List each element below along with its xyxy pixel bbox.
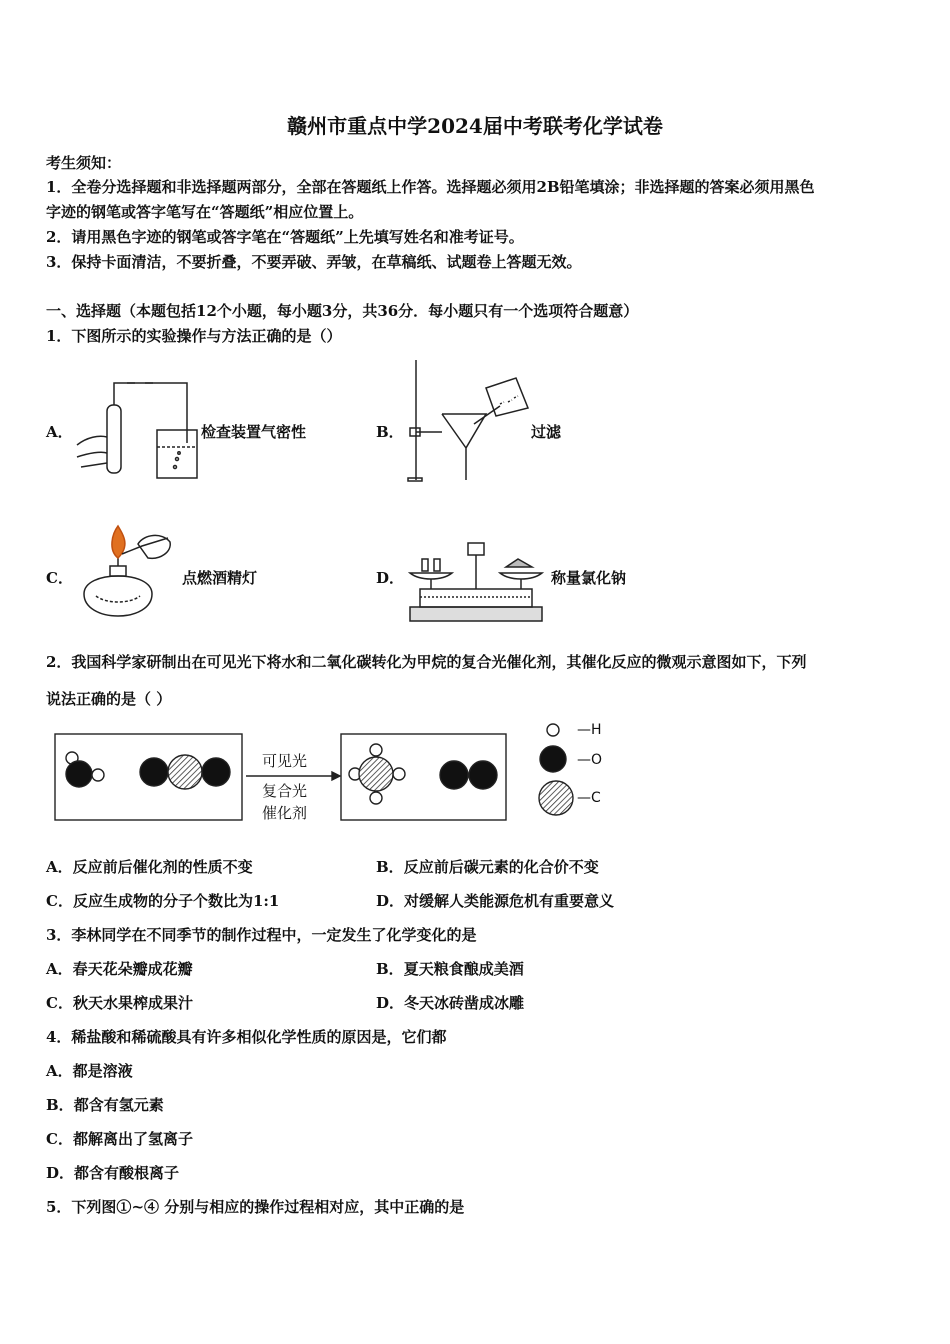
oxygen-atom <box>469 761 497 789</box>
q1-option-letter: D． <box>376 569 405 587</box>
q1-option-text: 检查装置气密性 <box>201 423 307 441</box>
q2-stem: 说法正确的是（ ） <box>46 690 172 708</box>
carbon-atom <box>359 757 393 791</box>
section-heading: 一、选择题（本题包括12个小题，每小题3分，共36分．每小题只有一个选项符合题意） <box>46 302 639 320</box>
q1-option-letter: C． <box>46 569 73 587</box>
q4-option: C．都解离出了氢离子 <box>46 1130 193 1148</box>
hydrogen-atom <box>370 744 382 756</box>
notice-item: 2．请用黑色字迹的钢笔或答字笔在“答题纸”上先填写姓名和准考证号。 <box>46 228 524 246</box>
reaction-diagram <box>54 720 614 824</box>
q4-option: A．都是溶液 <box>46 1062 133 1080</box>
legend-oxygen-atom <box>540 746 566 772</box>
q2-option: B．反应前后碳元素的化合价不变 <box>376 858 599 876</box>
q1-option-letter: B． <box>376 423 404 441</box>
arrow-label-top: 可见光 <box>262 752 308 770</box>
hydrogen-atom <box>370 792 382 804</box>
q4-stem: 4．稀盐酸和稀硫酸具有许多相似化学性质的原因是，它们都 <box>46 1028 447 1046</box>
oxygen-atom <box>66 761 92 787</box>
oxygen-atom <box>140 758 168 786</box>
carbon-atom <box>168 755 202 789</box>
notice-item: 1．全卷分选择题和非选择题两部分，全部在答题纸上作答。选择题必须用2B铅笔填涂；非选择题的答案必须用黑色 <box>46 178 815 196</box>
q3-option: A．春天花朵瓣成花瓣 <box>46 960 193 978</box>
q3-option: D．冬天冰砖凿成冰雕 <box>376 994 525 1012</box>
oxygen-atom <box>202 758 230 786</box>
legend-hydrogen-atom <box>547 724 559 736</box>
balance-figure <box>406 537 546 625</box>
legend-label-o: —O <box>577 752 603 768</box>
airtightness-apparatus-figure <box>75 375 200 485</box>
oxygen-atom <box>440 761 468 789</box>
arrow-label-bottom: 复合光 <box>262 782 308 800</box>
q3-stem: 3．李林同学在不同季节的制作过程中，一定发生了化学变化的是 <box>46 926 477 944</box>
legend-carbon-atom <box>539 781 573 815</box>
legend-label-c: —C <box>577 790 601 806</box>
q1-option-text: 点燃酒精灯 <box>182 569 258 587</box>
q2-option: A．反应前后催化剂的性质不变 <box>46 858 253 876</box>
q5-stem: 5．下列图①~④ 分别与相应的操作过程相对应，其中正确的是 <box>46 1198 465 1216</box>
q2-option: D．对缓解人类能源危机有重要意义 <box>376 892 615 910</box>
arrow-label-bottom: 催化剂 <box>262 804 308 822</box>
legend-label-h: —H <box>577 722 602 738</box>
q2-option: C．反应生成物的分子个数比为1:1 <box>46 892 280 910</box>
filtration-figure <box>396 358 530 482</box>
q3-option: C．秋天水果榨成果汁 <box>46 994 193 1012</box>
alcohol-lamp-figure <box>78 524 178 624</box>
q1-stem: 1．下图所示的实验操作与方法正确的是（） <box>46 327 342 345</box>
notice-item: 字迹的钢笔或答字笔写在“答题纸”相应位置上。 <box>46 203 364 221</box>
hydrogen-atom <box>393 768 405 780</box>
q3-option: B．夏天粮食酿成美酒 <box>376 960 524 978</box>
page-title: 赣州市重点中学2024届中考联考化学试卷 <box>287 114 663 138</box>
hydrogen-atom <box>92 769 104 781</box>
q1-option-letter: A． <box>46 423 73 441</box>
q2-stem: 2．我国科学家研制出在可见光下将水和二氧化碳转化为甲烷的复合光催化剂，其催化反应的微观示意图如下，下列 <box>46 653 807 671</box>
q4-option: D．都含有酸根离子 <box>46 1164 180 1182</box>
notice-item: 3．保持卡面清洁，不要折叠，不要弄破、弄皱，在草稿纸、试题卷上答题无效。 <box>46 253 582 271</box>
q1-option-text: 过滤 <box>531 423 562 441</box>
q1-option-text: 称量氯化钠 <box>551 569 627 587</box>
q4-option: B．都含有氢元素 <box>46 1096 164 1114</box>
notice-heading: 考生须知： <box>46 154 122 172</box>
